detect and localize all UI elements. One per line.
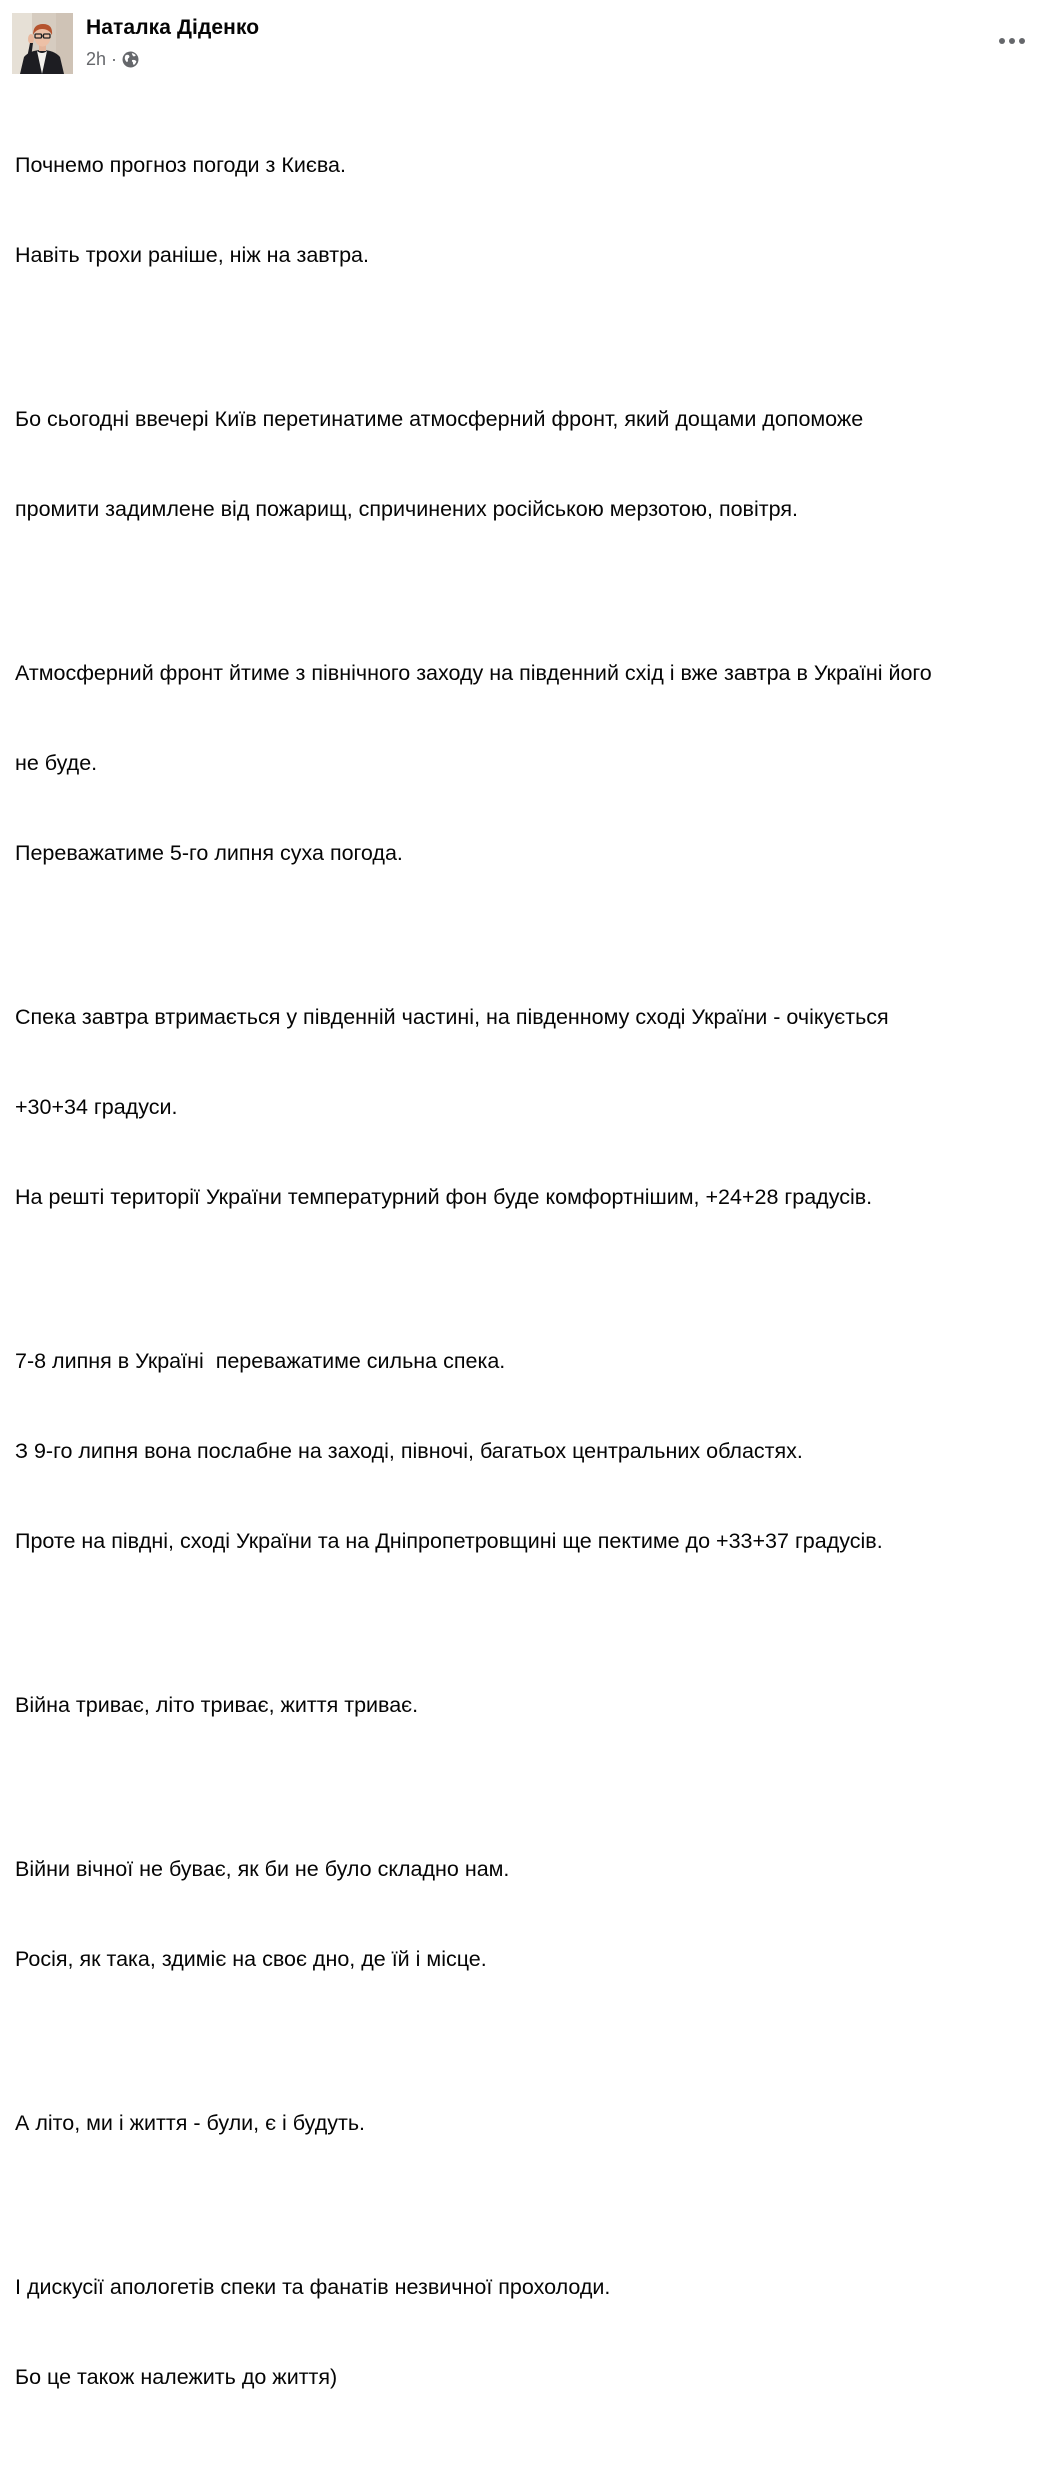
post-paragraph <box>15 344 1040 584</box>
post-paragraph <box>15 1286 1040 1616</box>
author-avatar[interactable] <box>12 13 73 74</box>
post-text-line: Бо це також належить до життя) <box>15 2365 338 2389</box>
post-body <box>15 90 1040 2466</box>
post-text-line: Переважатиме 5-го липня суха погода. <box>15 841 403 865</box>
post-paragraph <box>15 942 1040 1272</box>
author-name[interactable]: Наталка Діденко <box>86 16 260 39</box>
post-paragraph <box>15 90 1040 330</box>
post-paragraph <box>15 2212 1040 2452</box>
post-text-line: Росія, як така, здиміє на своє дно, де їй і місце. <box>15 1947 487 1971</box>
post-text-line: Проте на півдні, сході України та на Дніпропетровщині ще пектиме до +33+37 градусів. <box>15 1529 883 1553</box>
post-text-line: промити задимлене від пожарищ, спричинених російською мерзотою, повітря. <box>15 497 798 521</box>
avatar-photo-icon <box>12 13 73 74</box>
post-text-line: З 9-го липня вона послабне на заході, півночі, багатьох центральних областях. <box>15 1439 803 1463</box>
more-options-button[interactable] <box>990 25 1034 57</box>
post-text-line: +30+34 градуси. <box>15 1095 178 1119</box>
post-paragraph <box>15 598 1040 928</box>
meta-separator: · <box>111 49 118 69</box>
post-text-line: Спека завтра втримається у південній частині, на південному сході України - очікується <box>15 1005 889 1029</box>
post-text-line: А літо, ми і життя - були, є і будуть. <box>15 2111 366 2135</box>
post-header <box>0 0 1053 84</box>
post-meta <box>86 49 139 70</box>
post-paragraph <box>15 1630 1040 1780</box>
post-text-line: Почнемо прогноз погоди з Києва. <box>15 153 346 177</box>
more-horizontal-icon <box>999 38 1005 44</box>
post-text-line: На решті території України температурний фон буде комфортнішим, +24+28 градусів. <box>15 1185 873 1209</box>
more-horizontal-icon <box>1009 38 1015 44</box>
more-horizontal-icon <box>1019 38 1025 44</box>
post-paragraph <box>15 2048 1040 2198</box>
post-text-line: Війна триває, літо триває, життя триває. <box>15 1693 419 1717</box>
globe-icon[interactable] <box>122 51 139 68</box>
post-text-line: І дискусії апологетів спеки та фанатів незвичної прохолоди. <box>15 2275 611 2299</box>
post-text-line: Навіть трохи раніше, ніж на завтра. <box>15 243 369 267</box>
post-text-line: не буде. <box>15 751 98 775</box>
post-paragraph <box>15 1794 1040 2034</box>
post-text-line: Війни вічної не буває, як би не було складно нам. <box>15 1857 510 1881</box>
post-text-line: 7-8 липня в Україні переважатиме сильна спека. <box>15 1349 506 1373</box>
post-text-line: Атмосферний фронт йтиме з північного заходу на південний схід і вже завтра в Україні його <box>15 661 932 685</box>
post-text-line: Бо сьогодні ввечері Київ перетинатиме атмосферний фронт, який дощами допоможе <box>15 407 864 431</box>
post-timestamp[interactable]: 2h <box>86 49 107 69</box>
